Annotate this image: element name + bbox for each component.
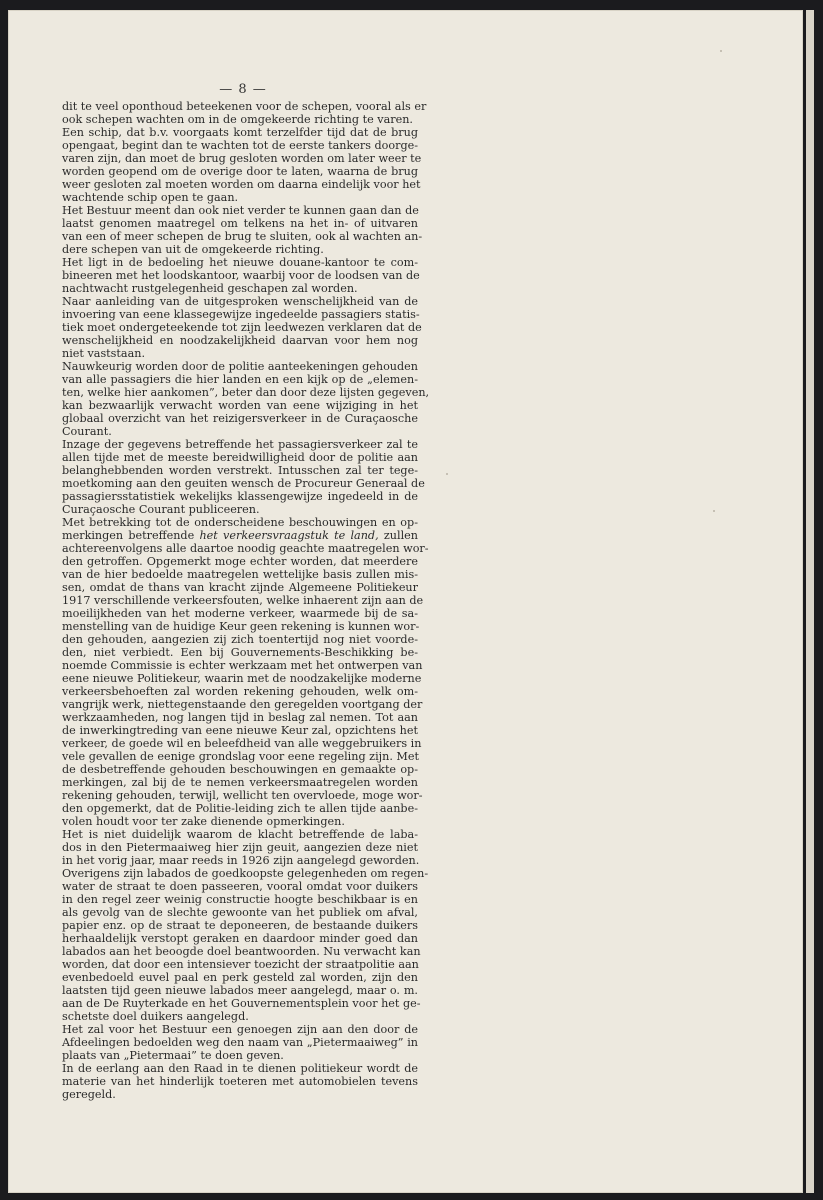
text-line: laatst genomen maatregel om telkens na het in- of uitvaren [62,217,418,230]
text-line: Curaçaosche Courant publiceeren. [62,503,260,516]
text-line: Het is niet duidelijk waarom de klacht betreffende de laba- [62,828,418,841]
text-line: weer gesloten zal moeten worden om daarna eindelijk voor het [62,178,421,191]
paragraph [62,828,429,1023]
text-line: werkzaamheden, nog langen tijd in beslag zal nemen. Tot aan [62,711,418,724]
text-line: invoering van eene klassegewijze ingedeelde passagiers statis- [62,308,420,321]
text-line: verkeersbehoeften zal worden rekening gehouden, welk om- [62,685,418,698]
text-line: merkingen, zal bij de te nemen verkeersmaatregelen worden [62,776,418,789]
text-line: passagiersstatistiek wekelijks klassengewijze ingedeeld in de [62,490,418,503]
text-line: In de eerlang aan den Raad in te dienen politiekeur wordt de [62,1062,418,1075]
paragraph [62,204,423,256]
text-line: Naar aanleiding van de uitgesproken wenschelijkheid van de [62,295,418,308]
text-line: van de hier bedoelde maatregelen wettelijke basis zullen mis- [62,568,418,581]
text-line: laatsten tijd geen nieuwe labados meer aangelegd, maar o. m. [62,984,418,997]
text-line: den, niet verbiedt. Een bij Gouvernements-Beschikking be- [62,646,418,659]
paragraph [62,516,429,828]
text-line: achtereenvolgens alle daartoe noodig geachte maatregelen wor- [62,542,429,555]
text-line: Met betrekking tot de onderscheidene beschouwingen en op- [62,516,418,529]
text-line: ten, welke hier aankomen”, beter dan door deze lijsten gegeven, [62,386,430,399]
text-line: Een schip, dat b.v. voorgaats komt terzelfder tijd dat de brug [62,126,418,139]
text-line: schetste doel duikers aangelegd. [62,1010,249,1023]
text-line: worden, dat door een intensiever toezicht der straatpolitie aan [62,958,419,971]
text-line: belanghebbenden worden verstrekt. Intusschen zal ter tege- [62,464,418,477]
text-line: Inzage der gegevens betreffende het passagiersverkeer zal te [62,438,418,451]
text-line: Het Bestuur meent dan ook niet verder te kunnen gaan dan de [62,204,419,217]
text-line: Nauwkeurig worden door de politie aanteekeningen gehouden [62,360,419,373]
text-line: opengaat, begint dan te wachten tot de eerste tankers doorge- [62,139,419,152]
paragraph [62,256,418,295]
text-line: den getroffen. Opgemerkt moge echter worden, dat meerdere [62,555,418,568]
text-line: verkeer, de goede wil en beleefdheid van alle weggebruikers in [62,737,422,750]
text-line: allen tijde met de meeste bereidwilligheid door de politie aan [62,451,418,464]
text-line: bineeren met het loodskantoor, waarbij voor de loodsen van de [62,269,420,282]
text-line: ook schepen wachten om in de omgekeerde richting te varen. [62,113,413,126]
text-line: wachtende schip open te gaan. [62,191,239,204]
text-line: van een of meer schepen de brug te sluiten, ook al wachten an- [62,230,423,243]
paragraph [62,1062,418,1101]
scan-top-border [0,0,823,10]
text-line: 1917 verschillende verkeersfouten, welke inhaerent zijn aan de [62,594,424,607]
text-line: papier enz. op de straat te deponeeren, de bestaande duikers [62,919,418,932]
paper-speck [446,473,448,475]
text-line: tiek moet ondergeteekende tot zijn leedwezen verklaren dat de [62,321,422,334]
text-line: dere schepen van uit de omgekeerde richting. [62,243,324,256]
text-line: Het ligt in de bedoeling het nieuwe douane-kantoor te com- [62,256,418,269]
text-line: de desbetreffende gehouden beschouwingen en gemaakte op- [62,763,418,776]
text-line: den gehouden, aangezien zij zich toentertijd nog niet voorde- [62,633,418,646]
text-line: merkingen betreffende het verkeersvraagstuk te land, zullen [62,529,418,542]
paper-speck [713,510,715,512]
text-line: globaal overzicht van het reizigersverkeer in de Curaçaosche [62,412,418,425]
text-line: Het zal voor het Bestuur een genoegen zijn aan den door de [62,1023,418,1036]
emphasized-phrase: het verkeersvraagstuk te land, [199,529,379,542]
text-line: herhaaldelijk verstopt geraken en daardoor minder goed dan [62,932,418,945]
text-line: eene nieuwe Politiekeur, waarin met de noodzakelijke moderne [62,672,422,685]
text-line: varen zijn, dan moet de brug gesloten worden om later weer te [62,152,422,165]
text-line: aan de De Ruyterkade en het Gouvernementsplein voor het ge- [62,997,421,1010]
text-line: nachtwacht rustgelegenheid geschapen zal worden. [62,282,358,295]
text-line: geregeld. [62,1088,116,1101]
text-line: worden geopend om de overige door te laten, waarna de brug [62,165,418,178]
text-line: in het vorig jaar, maar reeds in 1926 zijn aangelegd geworden. [62,854,420,867]
paper-speck [720,50,722,52]
text-line: labados aan het beoogde doel beantwoorden. Nu verwacht kan [62,945,421,958]
body-text [62,100,430,1101]
text-line: Afdeelingen bedoelden weg den naam van „Pietermaaiweg” in [62,1036,418,1049]
paragraph [62,1023,418,1062]
text-line: evenbedoeld euvel paal en perk gesteld zal worden, zijn den [62,971,418,984]
text-line: de inwerkingtreding van eene nieuwe Keur zal, opzichtens het [62,724,418,737]
text-line: Courant. [62,425,112,438]
text-line: noemde Commissie is echter werkzaam met het ontwerpen van [62,659,423,672]
text-line: water de straat te doen passeeren, vooral omdat voor duikers [62,880,418,893]
text-line: menstelling van de huidige Keur geen rekening is kunnen wor- [62,620,420,633]
text-line: materie van het hinderlijk toeteren met automobielen tevens [62,1075,418,1088]
text-line: vele gevallen de eenige grondslag voor eene regeling zijn. Met [62,750,420,763]
text-line: dos in den Pietermaaiweg hier zijn geuit, aangezien deze niet [62,841,418,854]
text-line: Overigens zijn labados de goedkoopste gelegenheden om regen- [62,867,429,880]
text-line: als gevolg van de slechte gewoonte van het publiek om afval, [62,906,418,919]
text-line: niet vaststaan. [62,347,146,360]
paragraph [62,126,422,204]
text-line: moeilijkheden van het moderne verkeer, waarmede bij de sa- [62,607,418,620]
text-line: dit te veel oponthoud beteekenen voor de schepen, vooral als er [62,100,427,113]
text-line: vangrijk werk, niettegenstaande den geregelden voortgang der [62,698,423,711]
text-line: volen houdt voor ter zake dienende opmerkingen. [62,815,345,828]
paragraph [62,100,427,126]
text-line: van alle passagiers die hier landen en een kijk op de „elemen- [62,373,418,386]
text-line: wenschelijkheid en noodzakelijkheid daarvan voor hem nog [62,334,418,347]
page-number: — 8 — [219,82,267,97]
text-line: rekening gehouden, terwijl, wellicht ten overvloede, moge wor- [62,789,423,802]
text-line: den opgemerkt, dat de Politie-leiding zich te allen tijde aanbe- [62,802,418,815]
paragraph [62,438,425,516]
text-line: moetkoming aan den geuiten wensch de Procureur Generaal de [62,477,425,490]
text-line: in den regel zeer weinig constructie hoogte beschikbaar is en [62,893,418,906]
next-page-edge [806,10,814,1193]
paragraph [62,360,430,438]
text-line: kan bezwaarlijk verwacht worden van eene wijziging in het [62,399,418,412]
text-line: plaats van „Pietermaai” te doen geven. [62,1049,284,1062]
text-line: sen, omdat de thans van kracht zijnde Algemeene Politiekeur [62,581,418,594]
paragraph [62,295,422,360]
